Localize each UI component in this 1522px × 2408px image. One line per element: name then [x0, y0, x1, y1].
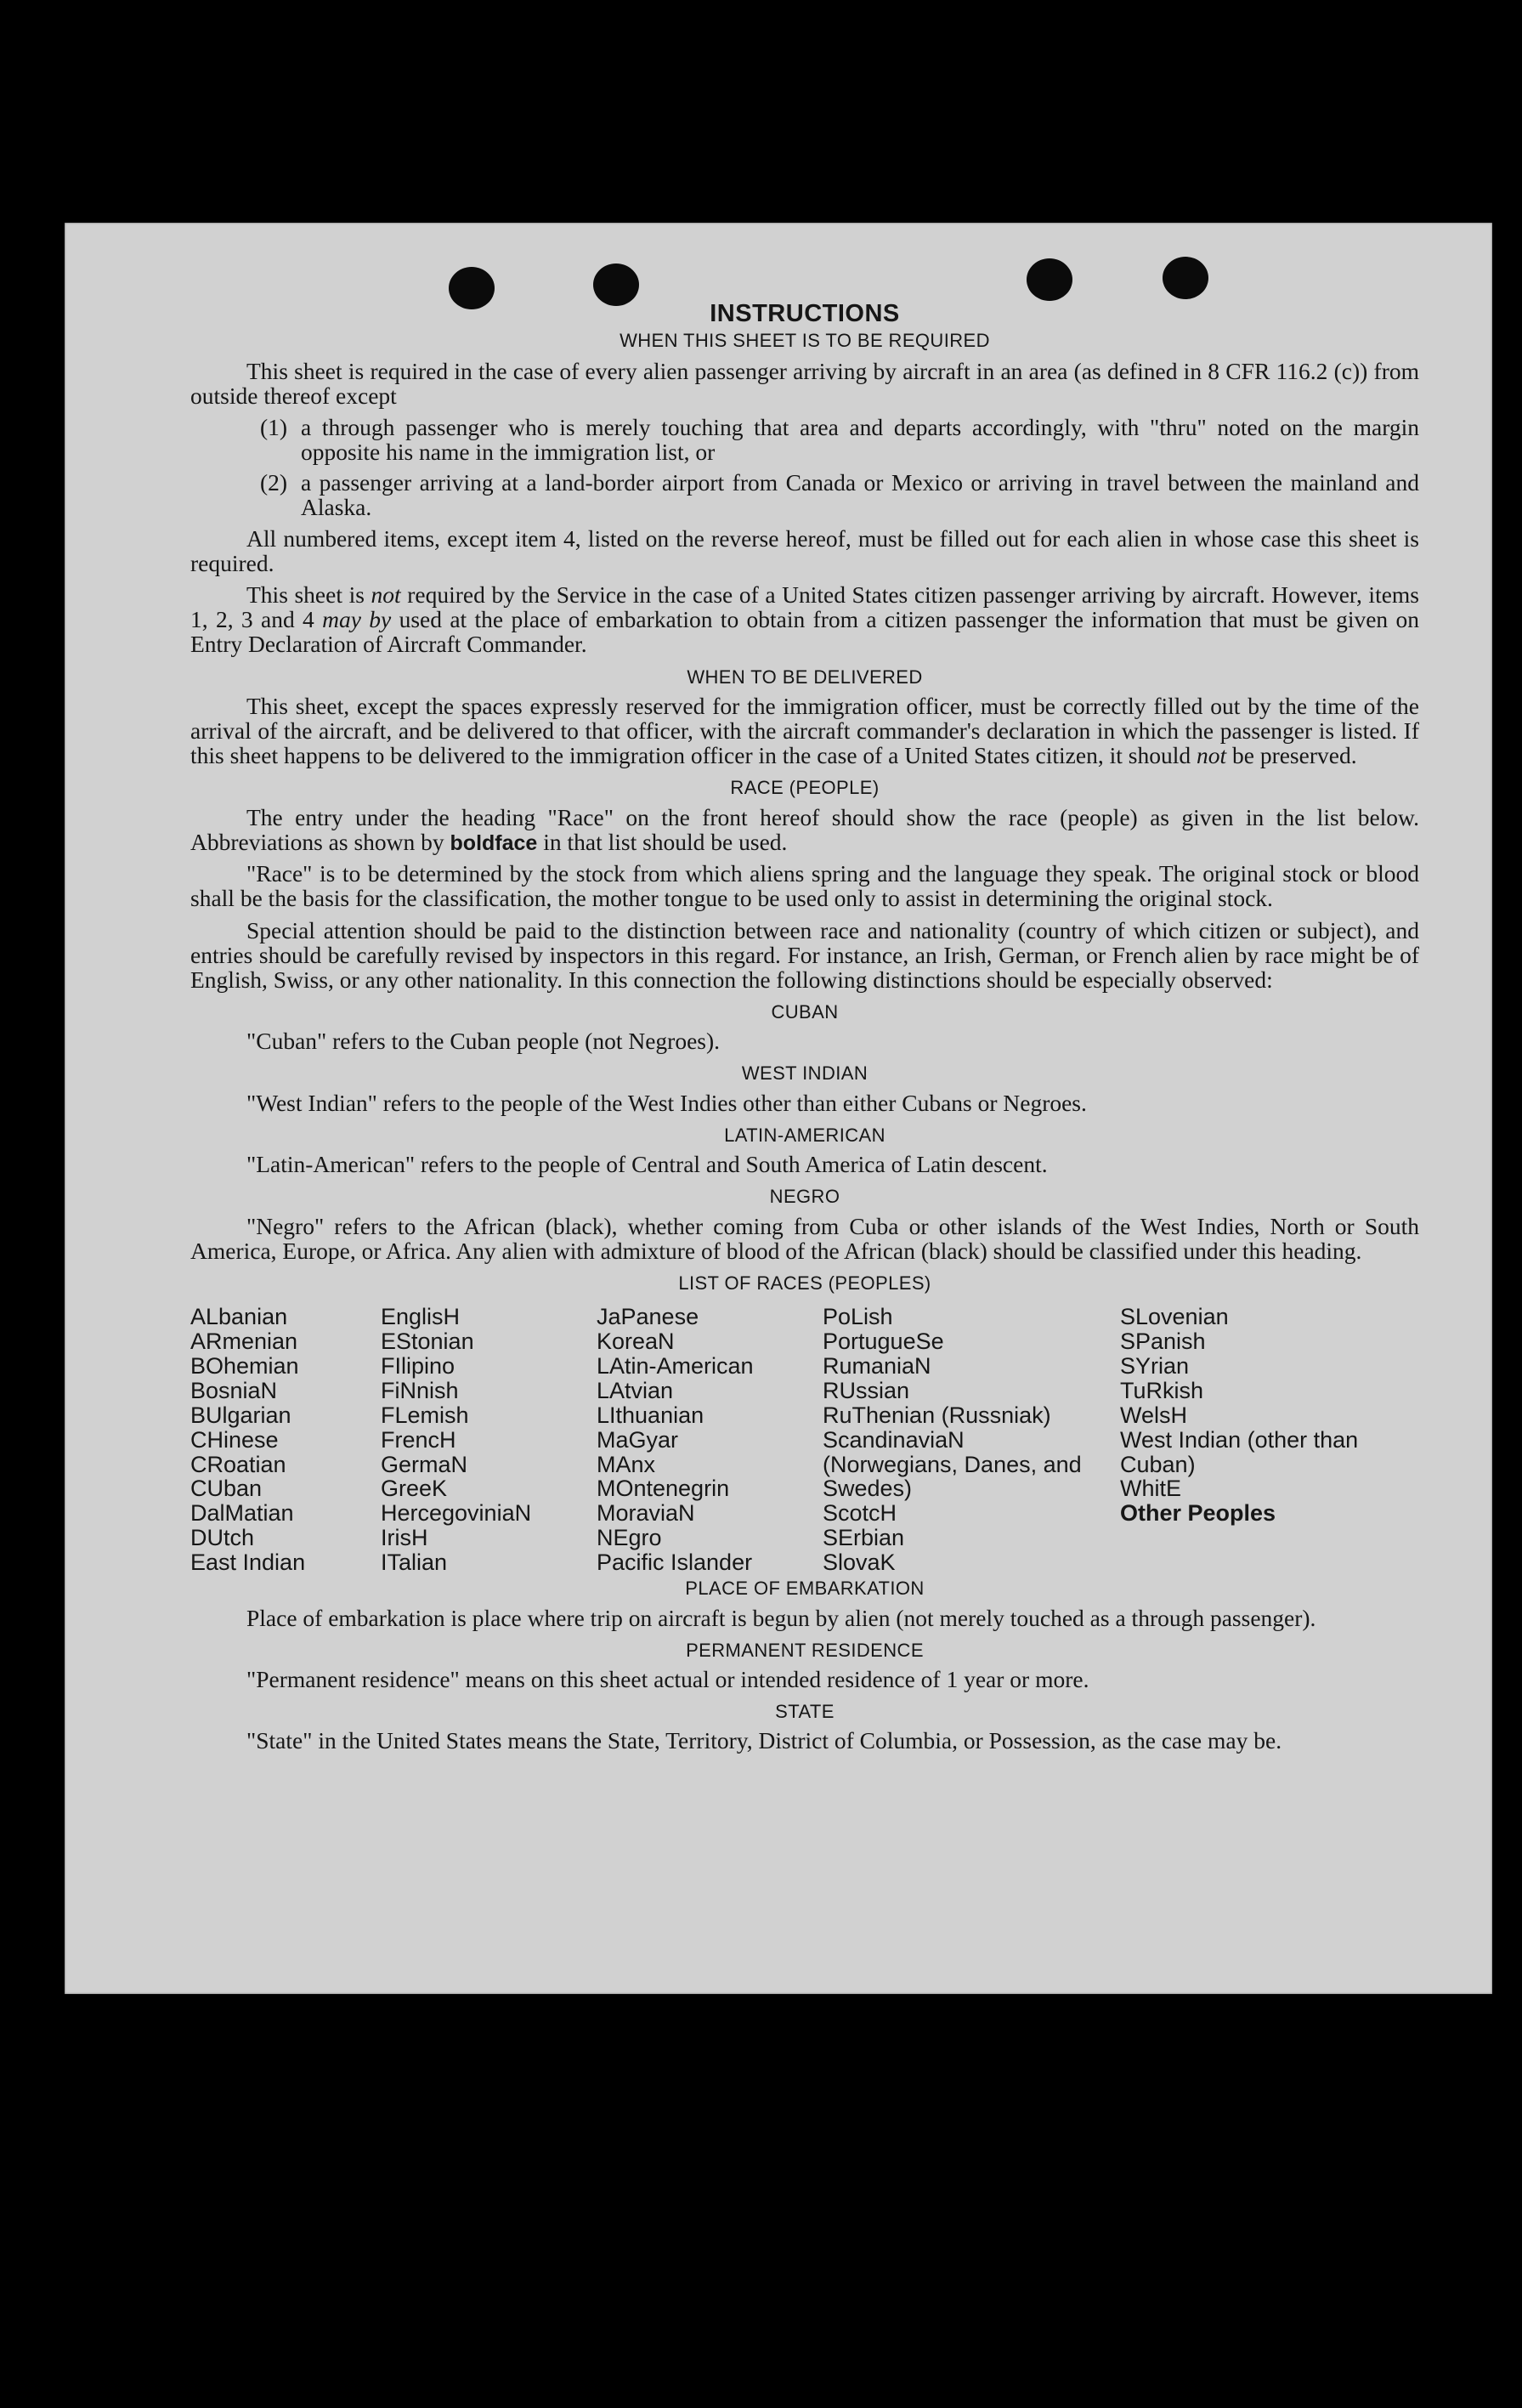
- race-entry: MoraviaN: [597, 1500, 695, 1527]
- race-entry: SlovaK: [823, 1550, 896, 1575]
- required-intro: This sheet is required in the case of every alien passenger arriving by aircraft in an area (as defined in 8 CFR 116.2 (c)) from outside thereof except: [190, 358, 1419, 410]
- race-paragraph-1: [190, 805, 1419, 855]
- race-paragraph-2: "Race" is to be determined by the stock from which aliens spring and the language they speak. The original stock or blood shall be the basis for the classification, the mother tongue to be used only to assist in determining the original stock.: [190, 860, 1419, 912]
- instructions-title: INSTRUCTIONS: [710, 300, 900, 327]
- race-text-a: The entry under the heading "Race" on the front hereof should show the race (people) as given in the list below. Abbreviations as shown by: [190, 803, 1419, 855]
- races-column-3: [597, 1305, 754, 1575]
- citizen-emphasis-not: not: [371, 581, 401, 609]
- race-entry: CHinese: [190, 1426, 279, 1453]
- race-entry: LAtvian: [597, 1377, 674, 1403]
- race-entry: PortugueSe: [823, 1329, 944, 1355]
- delivered-text-b: be preserved.: [1231, 742, 1357, 769]
- west-indian-text: "West Indian" refers to the people of the West Indies other than either Cubans or Negroes.: [246, 1089, 1087, 1116]
- residence-text: "Permanent residence" means on this sheet actual or intended residence of 1 year or more.: [246, 1666, 1089, 1693]
- race-entry: SErbian: [823, 1525, 905, 1551]
- race-entry: Pacific Islander: [597, 1550, 753, 1575]
- race-entry: EStonian: [381, 1329, 474, 1355]
- citizen-text-a: This sheet is: [246, 581, 365, 609]
- latin-american-heading: LATIN-AMERICAN: [724, 1124, 885, 1146]
- race-entry: JaPanese: [597, 1304, 699, 1330]
- west-indian-heading: WEST INDIAN: [741, 1062, 869, 1085]
- citizen-text-c: used at the place of embarkation to obtain from a citizen passenger the information that must be given on Entry Declaration of Aircraft Commander.: [190, 606, 1420, 658]
- negro-heading: NEGRO: [769, 1186, 840, 1208]
- race-entry: TuRkish: [1120, 1377, 1204, 1403]
- race-entry: MAnx: [597, 1451, 656, 1477]
- race-entry: MaGyar: [597, 1426, 679, 1453]
- punch-hole-3: [1027, 258, 1072, 301]
- race-entry: RumaniaN: [823, 1353, 931, 1379]
- race-entry: LIthuanian: [597, 1402, 704, 1428]
- race-text-b: in that list should be used.: [543, 828, 788, 855]
- state-text: "State" in the United States means the State, Territory, District of Columbia, or Possession, as the case may be.: [246, 1727, 1282, 1754]
- race-entry: ARmenian: [190, 1329, 298, 1355]
- race-entry: SLovenian: [1120, 1304, 1229, 1330]
- numbered-items-paragraph: All numbered items, except item 4, listed on the reverse hereof, must be filled out for each alien in whose case this sheet is required.: [190, 524, 1419, 577]
- exception-item: [260, 414, 1419, 466]
- residence-heading: PERMANENT RESIDENCE: [686, 1639, 924, 1661]
- state-heading: STATE: [775, 1701, 835, 1723]
- punch-hole-2: [593, 263, 639, 306]
- exception-label: (2): [260, 468, 288, 496]
- race-entry: MOntenegrin: [597, 1476, 730, 1502]
- race-entry: RUssian: [823, 1377, 910, 1403]
- list-of-races-heading: LIST OF RACES (PEOPLES): [678, 1272, 931, 1294]
- race-entry: BosniaN: [190, 1377, 278, 1403]
- race-entry: SYrian: [1120, 1353, 1190, 1379]
- race-entry: West Indian (other than Cuban): [1120, 1426, 1359, 1477]
- race-entry: PoLish: [823, 1304, 893, 1330]
- embarkation-heading: PLACE OF EMBARKATION: [685, 1578, 925, 1600]
- race-paragraph-3: Special attention should be paid to the distinction between race and nationality (country of which citizen or subject), and entries should be carefully revised by inspectors in this regard. For instance, an Irish, German, or French alien by race might be of English, Swiss, or any other nationality. In this connection the following distinctions should be especially observed:: [190, 916, 1419, 993]
- document-sheet: [65, 223, 1492, 1994]
- race-entry: FLemish: [381, 1402, 469, 1428]
- embarkation-text: Place of embarkation is place where trip on aircraft is begun by alien (not merely touched as a through passenger).: [246, 1604, 1316, 1631]
- race-entry: ScotcH: [823, 1500, 897, 1527]
- races-column-1: [190, 1305, 305, 1575]
- race-entry: WhitE: [1120, 1476, 1182, 1502]
- race-entry: CRoatian: [190, 1451, 286, 1477]
- citizen-emphasis-may-by: may by: [322, 606, 392, 633]
- exception-label: (1): [260, 414, 288, 441]
- race-entry: GermaN: [381, 1451, 468, 1477]
- citizen-paragraph: [190, 582, 1419, 656]
- race-entry: ITalian: [381, 1550, 448, 1575]
- race-entry: HercegoviniaN: [381, 1500, 532, 1527]
- citizen-text-b: required by the Service in the case of a United States citizen passenger arriving by aircraft. However, items 1, 2, 3 and 4: [190, 581, 1420, 633]
- latin-american-text: "Latin-American" refers to the people of Central and South America of Latin descent.: [246, 1151, 1048, 1178]
- race-entry: NEgro: [597, 1525, 662, 1551]
- race-entry: LAtin-American: [597, 1353, 754, 1379]
- cuban-heading: CUBAN: [771, 1000, 839, 1023]
- cuban-text: "Cuban" refers to the Cuban people (not Negroes).: [246, 1028, 721, 1055]
- race-entry: BOhemian: [190, 1353, 299, 1379]
- race-heading: RACE (PEOPLE): [730, 777, 880, 799]
- exception-list: [190, 415, 1419, 519]
- races-column-5: [1120, 1305, 1383, 1526]
- delivered-heading: WHEN TO BE DELIVERED: [687, 666, 923, 688]
- race-entry: EnglisH: [381, 1304, 461, 1330]
- race-entry: GreeK: [381, 1476, 448, 1502]
- required-heading: WHEN THIS SHEET IS TO BE REQUIRED: [620, 329, 990, 351]
- race-entry: WelsH: [1120, 1402, 1188, 1428]
- race-entry: RuThenian (Russniak): [823, 1402, 1051, 1428]
- race-entry: DUtch: [190, 1525, 255, 1551]
- races-column-2: [381, 1305, 531, 1575]
- exception-item: [260, 468, 1419, 520]
- race-entry: East Indian: [190, 1550, 306, 1575]
- race-entry: Other Peoples: [1120, 1500, 1276, 1527]
- race-entry: ALbanian: [190, 1304, 288, 1330]
- race-boldface-word: boldface: [450, 830, 538, 855]
- race-entry: FIlipino: [381, 1353, 455, 1379]
- punch-hole-4: [1163, 257, 1208, 299]
- races-column-4: [823, 1305, 1103, 1575]
- exception-text: a passenger arriving at a land-border airport from Canada or Mexico or arriving in travel between the mainland and Alaska.: [301, 468, 1419, 520]
- race-entry: BUlgarian: [190, 1402, 291, 1428]
- exception-text: a through passenger who is merely touching that area and departs accordingly, with "thru" noted on the margin opposite his name in the immigration list, or: [301, 414, 1419, 466]
- races-list: [190, 1304, 1419, 1575]
- race-entry: IrisH: [381, 1525, 428, 1551]
- race-entry: KoreaN: [597, 1329, 675, 1355]
- race-entry: SPanish: [1120, 1329, 1206, 1355]
- race-entry: ScandinaviaN (Norwegians, Danes, and Swedes): [823, 1426, 1082, 1502]
- race-entry: DalMatian: [190, 1500, 294, 1527]
- instructions-body: [190, 301, 1419, 1760]
- race-entry: FrencH: [381, 1426, 456, 1453]
- race-entry: FiNnish: [381, 1377, 459, 1403]
- race-entry: CUban: [190, 1476, 263, 1502]
- negro-text: "Negro" refers to the African (black), whether coming from Cuba or other islands of the West Indies, North or South America, Europe, or Africa. Any alien with admixture of blood of the African (black) should be classified under this heading.: [190, 1212, 1419, 1264]
- delivered-text-a: This sheet, except the spaces expressly reserved for the immigration officer, must be correctly filled out by the time of the arrival of the aircraft, and be delivered to that officer, with the aircraft commander's declaration in which the passenger is listed. If this sheet happens to be delivered to the immigration officer in the case of a United States citizen, it should: [190, 692, 1419, 769]
- delivered-paragraph: [190, 694, 1419, 768]
- delivered-emphasis-not: not: [1196, 742, 1227, 769]
